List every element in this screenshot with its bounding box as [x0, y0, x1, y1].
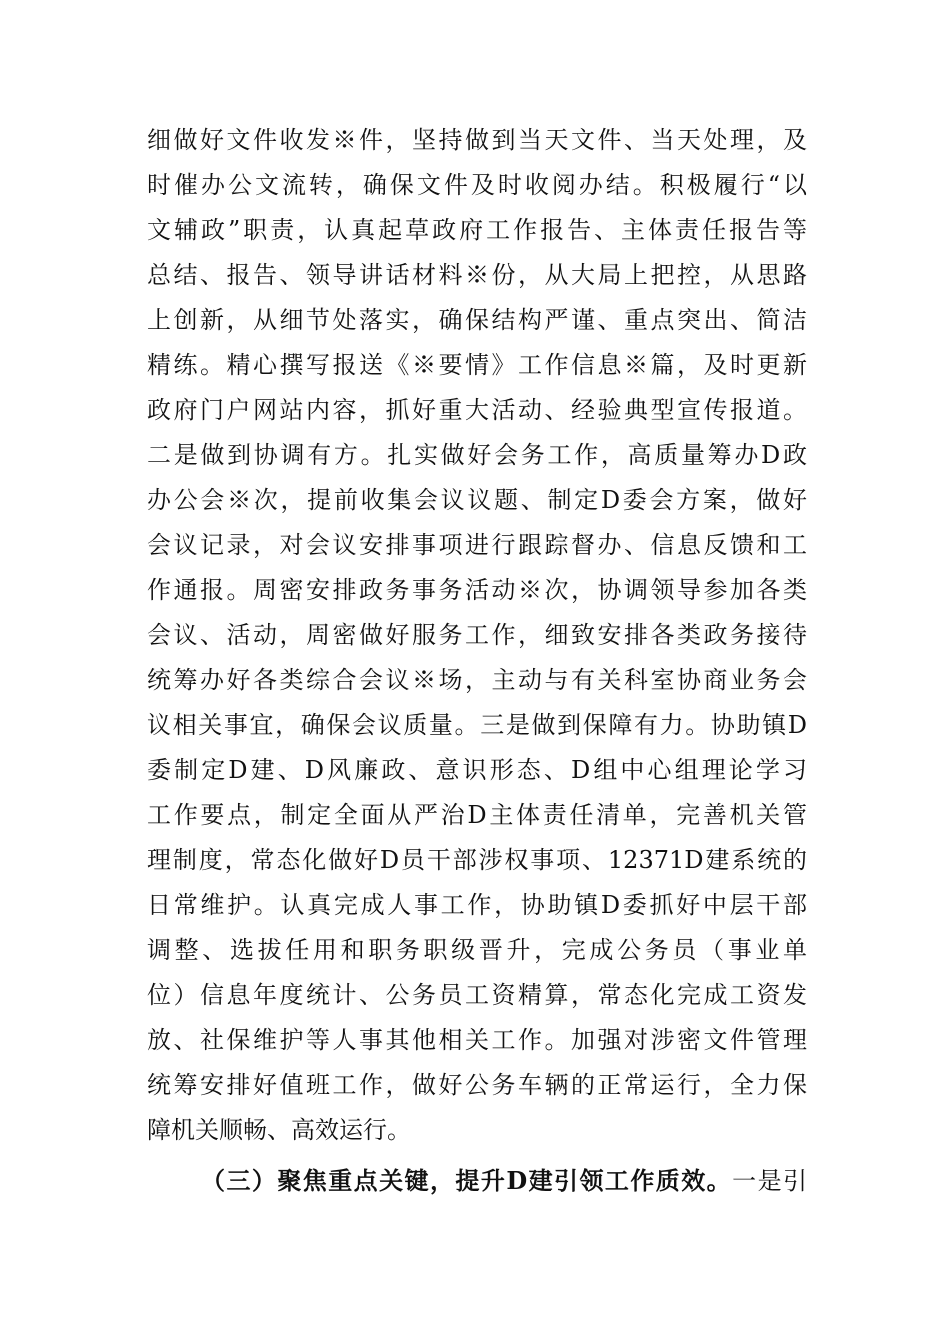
body-text — [147, 118, 807, 1203]
text-line: 细做好文件收发※件，坚持做到当天文件、当天处理，及 — [147, 126, 807, 154]
text-line: 会议记录，对会议安排事项进行跟踪督办、信息反馈和工 — [147, 531, 807, 559]
section-heading — [147, 1158, 807, 1203]
text-line: 委制定D建、D风廉政、意识形态、D组中心组理论学习 — [147, 756, 807, 784]
text-line: 文辅政”职责，认真起草政府工作报告、主体责任报告等 — [147, 216, 807, 244]
text-line: 总结、报告、领导讲话材料※份，从大局上把控，从思路 — [147, 261, 807, 289]
section-heading-title: （三）聚焦重点关键，提升D建引领工作质效。 — [201, 1166, 733, 1195]
text-line: 政府门户网站内容，抓好重大活动、经验典型宣传报道。 — [147, 396, 807, 424]
text-line: 议相关事宜，确保会议质量。三是做到保障有力。协助镇D — [147, 711, 807, 739]
text-line: 放、社保维护等人事其他相关工作。加强对涉密文件管理 — [147, 1026, 807, 1054]
text-line: 障机关顺畅、高效运行。 — [147, 1116, 411, 1144]
text-line: 时催办公文流转，确保文件及时收阅办结。积极履行“以 — [147, 171, 807, 199]
text-line: 位）信息年度统计、公务员工资精算，常态化完成工资发 — [147, 981, 807, 1009]
text-line: 工作要点，制定全面从严治D主体责任清单，完善机关管 — [147, 801, 807, 829]
text-line: 作通报。周密安排政务事务活动※次，协调领导参加各类 — [147, 576, 807, 604]
text-line: 日常维护。认真完成人事工作，协助镇D委抓好中层干部 — [147, 891, 807, 919]
text-line: 调整、选拔任用和职务职级晋升，完成公务员（事业单 — [147, 936, 807, 964]
text-line: 二是做到协调有方。扎实做好会务工作，高质量筹办D政 — [147, 441, 807, 469]
text-line: 统筹安排好值班工作，做好公务车辆的正常运行，全力保 — [147, 1071, 807, 1099]
text-line: 上创新，从细节处落实，确保结构严谨、重点突出、简洁 — [147, 306, 807, 334]
section-heading-continuation: 一是引 — [732, 1167, 808, 1195]
text-line: 理制度，常态化做好D员干部涉权事项、12371D建系统的 — [147, 846, 807, 874]
text-line: 精练。精心撰写报送《※要情》工作信息※篇，及时更新 — [147, 351, 807, 379]
text-line: 统筹办好各类综合会议※场，主动与有关科室协商业务会 — [147, 666, 807, 694]
text-line: 办公会※次，提前收集会议议题、制定D委会方案，做好 — [147, 486, 807, 514]
text-line: 会议、活动，周密做好服务工作，细致安排各类政务接待 — [147, 621, 807, 649]
